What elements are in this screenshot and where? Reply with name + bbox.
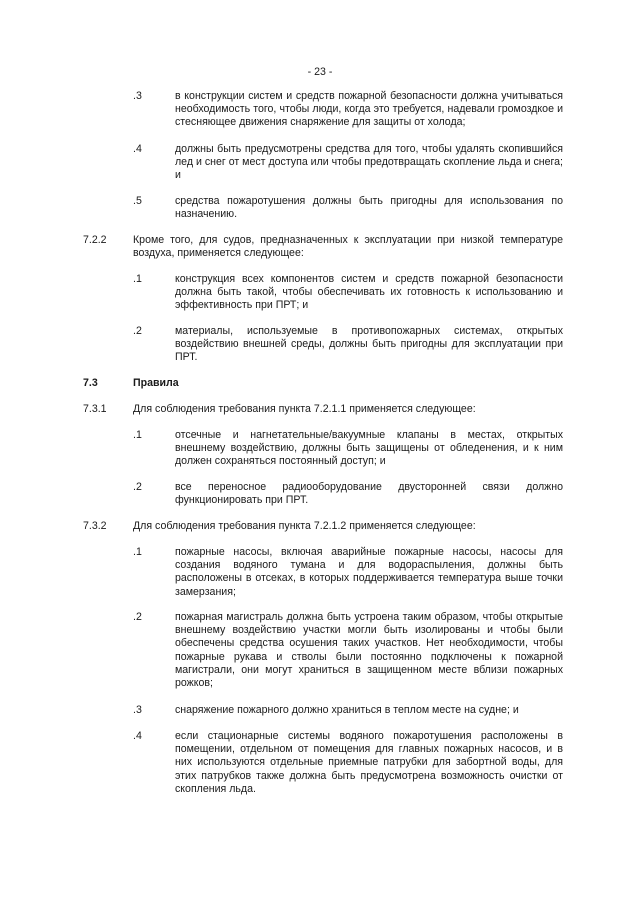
item-number: .2 xyxy=(133,481,142,493)
item-text: если стационарные системы водяного пожаротушения расположены в помещении, отдельном от помещения для главных пожарных насосов, и в них используются отдельные приемные патрубки для забортной воды, для этих патрубков также должна быть предусмотрена возможность очистки от скопления льда. xyxy=(175,730,563,795)
item-number: .1 xyxy=(133,273,142,285)
section-number: 7.3 xyxy=(83,377,98,389)
item-text: в конструкции систем и средств пожарной безопасности должна учитываться необходимость того, чтобы люди, когда это требуется, надевали громоздкое и стесняющее движения снаряжение для защиты от холода; xyxy=(175,90,563,129)
item-number: .3 xyxy=(133,90,142,102)
item-text: материалы, используемые в противопожарных системах, открытых воздействию внешней среды, должны быть пригодны для эксплуатации при ПРТ. xyxy=(175,325,563,364)
clause-number: 7.2.2 xyxy=(83,234,107,246)
item-number: .1 xyxy=(133,546,142,558)
item-number: .2 xyxy=(133,325,142,337)
clause-text: Кроме того, для судов, предназначенных к эксплуатации при низкой температуре воздуха, применяется следующее: xyxy=(133,234,563,260)
item-text: отсечные и нагнетательные/вакуумные клапаны в местах, открытых внешнему воздействию, должны быть защищены от обледенения, и к ним должен сохраняться постоянный доступ; и xyxy=(175,429,563,468)
item-text: конструкция всех компонентов систем и средств пожарной безопасности должна быть такой, чтобы обеспечивать их готовность к использованию и эффективность при ПРТ; и xyxy=(175,273,563,312)
item-number: .3 xyxy=(133,704,142,716)
item-text: пожарные насосы, включая аварийные пожарные насосы, насосы для создания водяного тумана и для водораспыления, должны быть расположены в отсеках, в которых поддерживается температура выше точки замерзания; xyxy=(175,546,563,598)
item-number: .2 xyxy=(133,611,142,623)
item-number: .5 xyxy=(133,195,142,207)
item-text: средства пожаротушения должны быть пригодны для использования по назначению. xyxy=(175,195,563,221)
item-number: .4 xyxy=(133,730,142,742)
clause-number: 7.3.1 xyxy=(83,403,107,415)
item-number: .1 xyxy=(133,429,142,441)
clause-text: Для соблюдения требования пункта 7.2.1.2 применяется следующее: xyxy=(133,520,476,532)
page-number: - 23 - xyxy=(307,66,333,78)
item-text: все переносное радиооборудование двусторонней связи должно функционировать при ПРТ. xyxy=(175,481,563,507)
item-text: пожарная магистраль должна быть устроена таким образом, чтобы открытые внешнему воздействию участки могли быть изолированы и чтобы были обеспечены средства осушения таких участков. Нет необходимости, чтобы пожарные рукава и стволы были постоянно подключены к пожарной магистрали, они могут храниться в защищенном месте вблизи пожарных рожков; xyxy=(175,611,563,690)
section-title: Правила xyxy=(133,377,179,389)
item-text: снаряжение пожарного должно храниться в теплом месте на судне; и xyxy=(175,704,519,716)
clause-text: Для соблюдения требования пункта 7.2.1.1 применяется следующее: xyxy=(133,403,476,415)
clause-number: 7.3.2 xyxy=(83,520,107,532)
item-number: .4 xyxy=(133,143,142,155)
item-text: должны быть предусмотрены средства для того, чтобы удалять скопившийся лед и снег от мест доступа или чтобы предотвращать скопление льда и снега; и xyxy=(175,143,563,182)
